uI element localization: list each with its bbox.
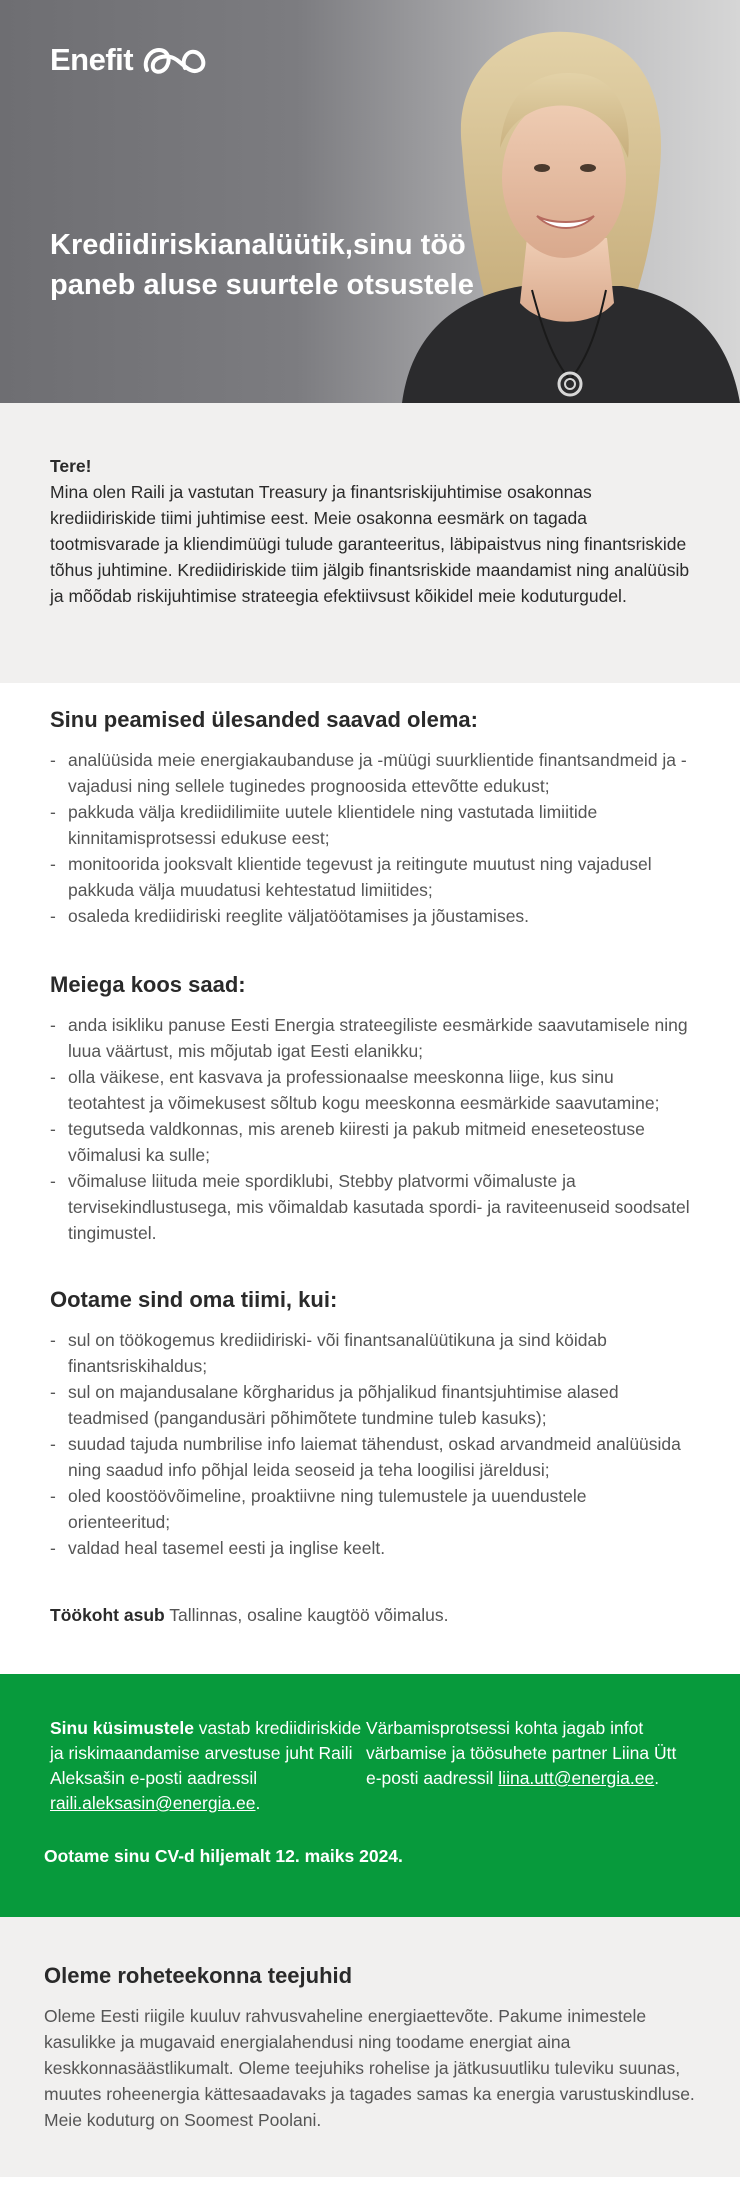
punctuation: . [654,1768,660,1788]
requirements-section [0,1246,740,1561]
enefit-logo[interactable] [50,40,207,80]
contact-email-link[interactable]: raili.aleksasin@energia.ee [50,1793,256,1813]
location-label: Töökoht asub [50,1605,165,1625]
list-item: - suudad tajuda numbrilise info laiemat tähendust, oskad arvandmeid analüüsida ning saadud info põhjal leida seoseid ja teha loogilisi järeldusi; [50,1431,690,1483]
recruitment-email-link[interactable]: liina.utt@energia.ee [498,1768,655,1788]
list-item: - analüüsida meie energiakaubanduse ja -müügi suurklientide finantsandmeid ja -vajadusi ning sellele tuginedes prognoosida ettevõtte edukust; [50,747,690,799]
punctuation: . [255,1793,261,1813]
benefits-title: Meiega koos saad: [50,972,246,997]
intro-section [0,403,740,683]
list-item: - sul on majandusalane kõrgharidus ja põhjalikud finantsjuhtimise alased teadmised (pangandusäri põhimõtete tundmine tuleb kasuks); [50,1379,690,1431]
tasks-section [0,683,740,929]
list-item: - olla väikese, ent kasvava ja professionaalse meeskonna liige, kus sinu teotahtest ja võimekusest sõltub kogu meeskonna eesmärkide saavutamine; [50,1064,690,1116]
benefits-section [0,929,740,1246]
list-item: - sul on töökogemus krediidiriski- või finantsanalüütikuna ja sind köidab finantsriskihaldus; [50,1327,690,1379]
contact-questions [44,1716,362,1816]
list-item: - tegutseda valdkonnas, mis areneb kiiresti ja pakub mitmeid eneseteostuse võimalusi ka sulle; [50,1116,690,1168]
intro-body: Mina olen Raili ja vastutan Treasury ja finantsriskijuhtimise osakonnas krediidiriskide tiimi juhtimise eest. Meie osakonna eesmärk on tagada tootmisvarade ja kliendimüügi tulude garanteeritus, läbipaistvus ning finantsriskide tõhus juhtimine. Krediidiriskide tiim jälgib finantsriskide maandamist ning analüüsib ja mõõdab riskijuhtimise strateegia efektiivsust kõikidel meie koduturgudel. [50,482,690,606]
contact-questions-text: vastab krediidiriskide ja riskimaandamise arvestuse juht Raili Aleksašin e-posti aadressil [50,1718,362,1788]
job-location [0,1561,740,1674]
list-item: - monitoorida jooksvalt klientide tegevust ja reitingute muutust ning vajadusel pakkuda välja muudatusi kehtestatud limiitides; [50,851,690,903]
employee-portrait [392,28,740,403]
hero-banner [0,0,740,403]
benefits-list [50,1012,690,1246]
contact-recruitment-text: Värbamisprotsessi kohta jagab infot värbamise ja töösuhete partner Liina Ütt e-posti aadressil [366,1718,677,1788]
list-item: - oled koostöövõimeline, proaktiivne ning tulemustele ja uuendustele orienteeritud; [50,1483,690,1535]
intro-greeting: Tere! [50,456,92,476]
contact-recruitment [366,1716,696,1816]
location-text: Tallinnas, osaline kaugtöö võimalus. [164,1605,449,1625]
about-section [0,1917,740,2177]
application-deadline: Ootame sinu CV-d hiljemalt 12. maiks 2024. [44,1846,403,1866]
job-title: Krediidiriskianalüütik, [50,229,353,261]
headline-tagline: sinu töö paneb aluse suurtele otsustele [50,229,474,301]
list-item: - võimaluse liituda meie spordiklubi, Stebby platvormi võimaluste ja tervisekindlustusega, mis võimaldab kasutada spordi- ja raviteenuseid soodsatel tingimustel. [50,1168,690,1246]
list-item: - valdad heal tasemel eesti ja inglise keelt. [50,1535,690,1561]
requirements-list [50,1327,690,1561]
about-body: Oleme Eesti riigile kuuluv rahvusvaheline energiaettevõte. Pakume inimestele kasulikke ja mugavaid energialahendusi ning toodame energiat aina keskkonnasäästlikumalt. Oleme teejuhiks rohelise ja jätkusuutliku tuleviku suunas, muutes roheenergia kättesaadavaks ja tagades samas ka energia varustuskindluse. Meie koduturg on Soomest Poolani. [44,2006,695,2130]
tasks-title: Sinu peamised ülesanded saavad olema: [50,707,478,732]
enefit-logo-mark-icon [141,40,207,80]
requirements-title: Ootame sind oma tiimi, kui: [50,1287,338,1312]
tasks-list [50,747,690,929]
about-title: Oleme roheteekonna teejuhid [44,1963,353,1988]
list-item: - pakkuda välja krediidilimiite uutele klientidele ning vastutada limiitide kinnitamisprotsessi edukuse eest; [50,799,690,851]
contact-section [0,1674,740,1917]
list-item: - osaleda krediidiriski reeglite väljatöötamises ja jõustamises. [50,903,690,929]
logo-text: Enefit [50,42,134,77]
job-headline [50,225,480,305]
contact-questions-label: Sinu küsimustele [50,1718,194,1738]
list-item: - anda isikliku panuse Eesti Energia strateegiliste eesmärkide saavutamisele ning luua väärtust, mis mõjutab igat Eesti elanikku; [50,1012,690,1064]
